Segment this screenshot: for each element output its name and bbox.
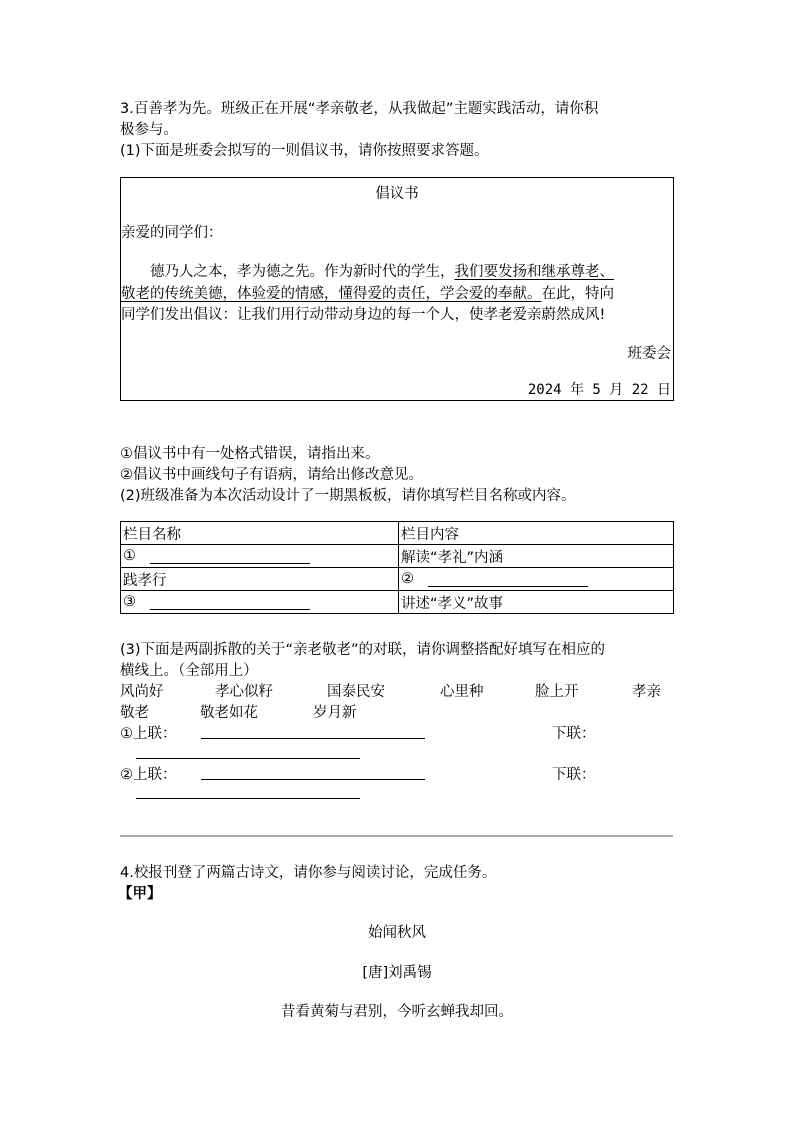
word-item: 脸上开 <box>535 684 579 700</box>
table-cell <box>121 591 399 614</box>
couplet2-lower-blank[interactable] <box>136 784 360 799</box>
section-divider <box>120 835 673 837</box>
table-header-cell: 栏目内容 <box>399 522 674 545</box>
word-item: 敬老 <box>120 705 149 721</box>
blackboard-table <box>120 521 674 614</box>
table-cell: 解读“孝礼”内涵 <box>399 545 674 568</box>
q3-task2: ②倡议书中画线句子有语病，请给出修改意见。 <box>120 467 423 483</box>
q3-sub3-line1: (3)下面是两副拆散的关于“亲老敬老”的对联，请你调整搭配好填写在相应的 <box>120 642 606 658</box>
q3-intro-line2: 极参与。 <box>120 122 178 138</box>
answer-blank[interactable] <box>428 586 588 587</box>
letter-signature: 班委会 <box>627 346 671 362</box>
table-cell <box>121 545 399 568</box>
couplet1-lower-label: 下联： <box>552 726 596 742</box>
word-item: 岁月新 <box>313 705 357 721</box>
couplet1-upper-blank[interactable] <box>201 723 425 739</box>
poem-title: 始闻秋风 <box>368 925 426 941</box>
table-row <box>121 545 674 568</box>
letter-line1-underlined: 我们要发扬和继承尊老、 <box>454 264 614 280</box>
table-header-cell: 栏目名称 <box>121 522 399 545</box>
table-cell: 讲述“孝义”故事 <box>399 591 674 614</box>
word-item: 孝亲 <box>632 684 661 700</box>
table-cell-text: ① <box>123 548 136 564</box>
word-item: 风尚好 <box>120 684 164 700</box>
table-row <box>121 568 674 591</box>
letter-line2 <box>121 282 614 303</box>
word-item: 敬老如花 <box>200 705 258 721</box>
letter-greeting: 亲爱的同学们： <box>121 225 223 241</box>
table-cell-text: ② <box>401 571 414 587</box>
q3-intro-line1: 3.百善孝为先。班级正在开展“孝亲敬老，从我做起”主题实践活动，请你积 <box>120 101 599 117</box>
word-item: 孝心似籽 <box>215 684 273 700</box>
couplet2-lower-label: 下联： <box>552 767 596 783</box>
letter-line3: 同学们发出倡议：让我们用行动带动身边的每一个人，使孝老爱亲蔚然成风! <box>121 307 606 323</box>
table-cell: 践孝行 <box>121 568 399 591</box>
letter-date: 2024 年 5 月 22 日 <box>527 382 671 398</box>
table-row <box>121 591 674 614</box>
q3-sub3-line2: 横线上。（全部用上） <box>120 663 258 679</box>
table-header-row <box>121 522 674 545</box>
letter-title: 倡议书 <box>375 186 419 202</box>
table-cell <box>399 568 674 591</box>
table-cell-text: ③ <box>123 594 136 610</box>
q3-sub2: (2)班级准备为本次活动设计了一期黑板板，请你填写栏目名称或内容。 <box>120 488 576 504</box>
couplet2-upper-blank[interactable] <box>201 764 425 780</box>
word-item: 国泰民安 <box>327 684 385 700</box>
letter-line1 <box>150 260 614 281</box>
answer-blank[interactable] <box>150 609 310 610</box>
q4-label: 【甲】 <box>118 886 162 902</box>
poem-line1: 昔看黄菊与君别，今听玄蝉我却回。 <box>281 1004 513 1020</box>
q4-intro: 4.校报刊登了两篇古诗文，请你参与阅读讨论，完成任务。 <box>120 865 497 881</box>
letter-line2-underlined: 敬老的传统美德，体验爱的情感，懂得爱的责任，学会爱的奉献。 <box>121 286 542 302</box>
q3-task1: ①倡议书中有一处格式错误，请指出来。 <box>120 446 380 462</box>
poem-author: [唐]刘禹锡 <box>362 965 432 981</box>
couplet1-lower-blank[interactable] <box>136 744 360 759</box>
couplet2-upper-label: ②上联： <box>120 767 177 783</box>
letter-line2-plain: 在此，特向 <box>541 286 614 302</box>
couplet1-upper-label: ①上联： <box>120 726 177 742</box>
q3-sub1: (1)下面是班委会拟写的一则倡议书，请你按照要求答题。 <box>120 143 489 159</box>
letter-line1-plain: 德乃人之本，孝为德之先。作为新时代的学生， <box>150 264 455 280</box>
proposal-letter-box <box>120 177 674 401</box>
word-item: 心里种 <box>440 684 484 700</box>
answer-blank[interactable] <box>150 563 310 564</box>
